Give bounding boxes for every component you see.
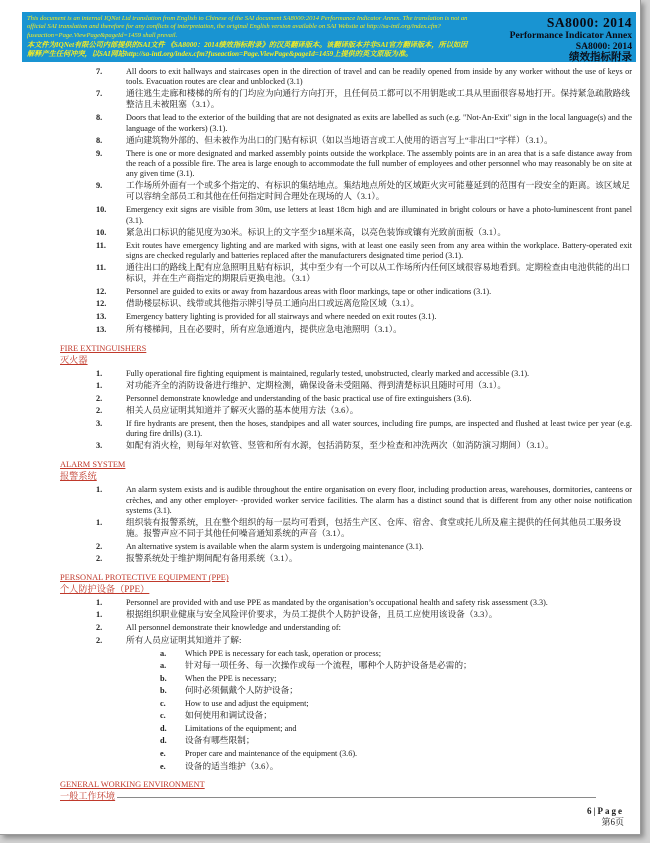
item-text: 通往逃生走廊和楼梯的所有的门均应为向通行方向打开，且任何员工都可以不用钥匙或工具从里面很容易地打开。保持紧急疏散路线整洁且未被阻塞（3.1）。 bbox=[126, 88, 630, 110]
item-text: How to use and adjust the equipment; bbox=[185, 699, 309, 709]
sub-list-item bbox=[0, 749, 640, 759]
item-text: If fire hydrants are present, then the hoses, standpipes and all water sources, including fire pumps, are inspected and flushed at least twice per year (e.g. during fire drills) (3.1). bbox=[126, 419, 632, 439]
list-item bbox=[0, 440, 640, 451]
section-heading-alarm-system-en: ALARM SYSTEM bbox=[60, 460, 126, 470]
item-text: Exit routes have emergency lighting and are marked with signs, with at least one easily seen from any area within the workplace. Battery-operated exit signs are checked regularly and batteries replaced after the manufacturers designated time period (3.1). bbox=[126, 240, 632, 261]
item-text: An alarm system exists and is audible throughout the entire organisation on every floor, including production areas, warehouses, dormitories, canteens or crèches, and any other employer- ‐provided worker service facilities. The alarm has a distinct sound that is different from any other noise notification systems (3.1). bbox=[126, 485, 632, 515]
item-letter: a. bbox=[160, 660, 167, 670]
list-item bbox=[0, 227, 640, 238]
list-item bbox=[0, 380, 640, 391]
item-number: 1. bbox=[96, 380, 103, 390]
footer-divider-line bbox=[117, 797, 596, 798]
item-text: Emergency exit signs are visible from 30m, use letters at least 18cm high and are illuminated in bright colours or have a photo-luminescent front panel (3.1). bbox=[126, 205, 632, 225]
item-number: 1. bbox=[96, 485, 103, 495]
item-text: 报警系统处于维护期间配有备用系统（3.1）。 bbox=[126, 553, 298, 564]
sub-list-item bbox=[0, 724, 640, 734]
item-number: 8. bbox=[96, 135, 103, 145]
item-text: Emergency battery lighting is provided for all stairways and where needed on exit routes (3.1). bbox=[126, 312, 437, 322]
item-text: 相关人员应证明其知道并了解灭火器的基本使用方法（3.6）。 bbox=[126, 405, 359, 416]
item-text: When the PPE is necessary; bbox=[185, 673, 277, 683]
list-item bbox=[0, 88, 640, 110]
item-number: 2. bbox=[96, 623, 103, 633]
item-text: 何时必须佩戴个人防护设备； bbox=[185, 685, 298, 696]
section-heading-ppe-zh: 个人防护设备（PPE） bbox=[60, 584, 150, 595]
doc-title-annex-en: Performance Indicator Annex bbox=[509, 30, 632, 41]
list-item bbox=[0, 609, 640, 620]
item-number: 1. bbox=[96, 518, 103, 528]
item-number: 1. bbox=[96, 610, 103, 620]
disclaimer-english: This document is an internal IQNet Ltd translation from English to Chinese of the SAI document SA8000:2014 Performance Indicator Annex. The translation is not an official SAI translation and therefore for any conflicts of interpretation, the original English version available on SAI Website at http://sa-intl.org/index.cfm?fuseaction=Page.ViewPage&pageId=1459 shall prevail. bbox=[27, 15, 468, 39]
section-heading-alarm-system-zh: 报警系统 bbox=[60, 471, 97, 482]
page-number-zh: 第6页 bbox=[601, 816, 624, 827]
item-text: Personnel are provided with and use PPE as mandated by the organisation’s occupational health and safety risk assessment (3.3). bbox=[126, 598, 548, 608]
item-number: 7. bbox=[96, 89, 103, 99]
page-number-en: 6|Page bbox=[587, 805, 624, 816]
item-number: 10. bbox=[96, 227, 107, 237]
item-letter: e. bbox=[160, 761, 166, 771]
list-item bbox=[0, 113, 640, 133]
doc-title-standard-en: SA8000: 2014 bbox=[546, 15, 632, 30]
document-header bbox=[22, 12, 636, 62]
item-text: Limitations of the equipment; and bbox=[185, 724, 297, 734]
item-number: 8. bbox=[96, 113, 103, 123]
item-text: 通往出口的路线上配有应急照明且贴有标识，其中至少有一个可以从工作场所内任何区域很容易地看到。定期检查由电池供能的出口标识，并在生产商指定的期限后更换电池。（3.1） bbox=[126, 262, 630, 284]
item-number: 1. bbox=[96, 598, 103, 608]
item-text: There is one or more designated and marked assembly points outside the workplace. The assembly points are in an area that is a safe distance away from the reach of a possible fire. The area is large enough to accommodate the full number of employees and other personnel who may reasonably be on site at any given time (3.1). bbox=[126, 148, 632, 179]
list-item bbox=[0, 135, 640, 146]
item-text: All doors to exit hallways and staircases open in the direction of travel and can be readily opened from inside by any worker without the use of keys or tools. Evacuation routes are clear and unblocked (3.1) bbox=[126, 67, 632, 87]
item-text: All personnel demonstrate their knowledge and understanding of: bbox=[126, 623, 341, 633]
doc-title-annex-zh: 绩效指标附录 bbox=[569, 52, 632, 63]
item-text: 通向建筑物外部的、但未被作为出口的门贴有标识（如以当地语言或工人使用的语言写上“非出口”字样）（3.1）。 bbox=[126, 134, 553, 145]
section-heading-fire-extinguishers-zh: 灭火器 bbox=[60, 354, 88, 365]
item-number: 2. bbox=[96, 406, 103, 416]
item-text: Personnel demonstrate knowledge and understanding of the basic practical use of fire extinguishers (3.6). bbox=[126, 393, 472, 403]
section-heading-general-working-environment-en: GENERAL WORKING ENVIRONMENT bbox=[60, 779, 205, 789]
sub-list-item bbox=[0, 685, 640, 696]
list-item bbox=[0, 419, 640, 439]
list-item bbox=[0, 312, 640, 322]
item-number: 10. bbox=[96, 205, 107, 215]
section-heading-general-working-environment-zh: 一般工作环境 bbox=[60, 790, 116, 801]
item-text: An alternative system is available when the alarm system is undergoing maintenance (3.1). bbox=[126, 542, 424, 552]
list-item bbox=[0, 324, 640, 335]
sub-list-item bbox=[0, 761, 640, 772]
page-footer bbox=[0, 806, 640, 828]
item-letter: b. bbox=[160, 686, 167, 696]
list-item bbox=[0, 369, 640, 379]
item-number: 11. bbox=[96, 263, 106, 273]
list-item bbox=[0, 67, 640, 87]
item-text: 借助楼层标识、线带或其他指示牌引导员工通向出口或远离危险区域（3.1）。 bbox=[126, 298, 420, 309]
item-text: 工作场所外面有一个或多个指定的、有标识的集结地点。集结地点所处的区域距火灾可能蔓延到的范围有一段安全的距离。该区域足可以容纳全部员工和其他在任何指定时间合理处在现场的人（3.1）。 bbox=[126, 180, 630, 202]
doc-title-standard-zh: SA8000: 2014 bbox=[575, 41, 632, 52]
item-letter: a. bbox=[160, 648, 167, 658]
item-number: 12. bbox=[96, 299, 107, 309]
item-number: 3. bbox=[96, 441, 103, 451]
item-text: Proper care and maintenance of the equipment (3.6). bbox=[185, 749, 358, 759]
item-text: Fully operational fire fighting equipment is maintained, regularly tested, unobstructed, clearly marked and accessible (3.1). bbox=[126, 368, 530, 378]
list-item bbox=[0, 394, 640, 404]
item-number: 7. bbox=[96, 67, 103, 76]
list-item bbox=[0, 485, 640, 516]
item-text: 所有人员应证明其知道并了解: bbox=[126, 634, 242, 645]
item-number: 9. bbox=[96, 148, 103, 158]
item-number: 2. bbox=[96, 542, 103, 552]
list-item bbox=[0, 517, 640, 539]
item-letter: e. bbox=[160, 749, 166, 759]
item-text: Which PPE is necessary for each task, operation or process; bbox=[185, 648, 381, 658]
item-number: 11. bbox=[96, 240, 106, 250]
item-number: 1. bbox=[96, 368, 103, 378]
list-item bbox=[0, 298, 640, 309]
item-number: 2. bbox=[96, 554, 103, 564]
item-text: 如何使用和调试设备； bbox=[185, 710, 272, 721]
item-letter: d. bbox=[160, 736, 167, 746]
list-item bbox=[0, 241, 640, 261]
document-body bbox=[0, 64, 640, 828]
list-item bbox=[0, 287, 640, 297]
sub-list-item bbox=[0, 699, 640, 709]
list-item bbox=[0, 598, 640, 608]
item-text: 组织装有报警系统，且在整个组织的每一层均可看到，包括生产区、仓库、宿舍、食堂或托儿所及雇主提供的任何其他员工服务设施。报警声应不同于其他任何噪音通知系统的声音（3.1）。 bbox=[126, 517, 622, 539]
item-text: Doors that lead to the exterior of the building that are not designated as exits are labelled as such (e.g. "Not-An-Exit" sign in the local language(s) and the language of the workers) (3.1). bbox=[126, 113, 632, 133]
item-text: 设备有哪些限制； bbox=[185, 735, 255, 746]
item-text: 针对每一项任务、每一次操作或每一个流程，哪种个人防护设备是必需的； bbox=[185, 659, 472, 670]
list-item bbox=[0, 405, 640, 416]
header-disclaimer bbox=[27, 15, 480, 60]
list-item bbox=[0, 542, 640, 552]
item-letter: c. bbox=[160, 711, 166, 721]
section-heading-general-row bbox=[0, 791, 640, 802]
sub-list-item bbox=[0, 735, 640, 746]
item-text: 如配有消火栓，则每年对软管、竖管和所有水源，包括消防泵，至少检查和冲洗两次（如消防演习期间）（3.1）。 bbox=[126, 440, 554, 451]
section-heading-ppe-en: PERSONAL PROTECTIVE EQUIPMENT (PPE) bbox=[60, 573, 229, 583]
item-text: 紧急出口标识的能见度为30米。标识上的文字至少18厘米高，以亮色装饰或镶有光致前面板（3.1）。 bbox=[126, 226, 507, 237]
sub-list-item bbox=[0, 660, 640, 671]
item-number: 2. bbox=[96, 393, 103, 403]
disclaimer-chinese: 本文件为IQNet有限公司内部提供的SAI文件 《SA8000：2014绩效指标附录》的汉英翻译版本。该翻译版本并非SAI官方翻译版本，所以如因解释产生任何冲突，以SAI网站http://sa-intl.org/index.cfm?fuseaction=Page.ViewPage&pageId=1459上提供的英文原版为准。 bbox=[27, 40, 468, 59]
list-item bbox=[0, 205, 640, 225]
item-number: 13. bbox=[96, 324, 107, 334]
sub-list-item bbox=[0, 710, 640, 721]
item-letter: d. bbox=[160, 724, 167, 734]
item-text: 设备的适当维护（3.6）。 bbox=[185, 760, 279, 771]
item-text: 所有楼梯间，且在必要时，所有应急通道内，提供应急电池照明（3.1）。 bbox=[126, 323, 402, 334]
item-number: 3. bbox=[96, 419, 103, 429]
item-number: 2. bbox=[96, 635, 103, 645]
item-number: 12. bbox=[96, 287, 107, 297]
list-item bbox=[0, 180, 640, 202]
header-title-block bbox=[480, 15, 632, 63]
sub-list-item bbox=[0, 674, 640, 684]
item-letter: c. bbox=[160, 699, 166, 709]
item-text: Personnel are guided to exits or away from hazardous areas with floor markings, tape or other indications (3.1). bbox=[126, 287, 492, 297]
list-item bbox=[0, 623, 640, 633]
item-text: 对功能齐全的消防设备进行维护、定期检测，确保设备未受阻隔、得到清楚标识且随时可用（3.1）。 bbox=[126, 379, 507, 390]
list-item bbox=[0, 149, 640, 180]
item-number: 9. bbox=[96, 181, 103, 191]
list-item bbox=[0, 553, 640, 564]
list-item bbox=[0, 635, 640, 646]
sub-list-item bbox=[0, 649, 640, 659]
item-letter: b. bbox=[160, 673, 167, 683]
list-item bbox=[0, 262, 640, 284]
item-number: 13. bbox=[96, 312, 107, 322]
item-text: 根据组织职业健康与安全风险评价要求，为员工提供个人防护设备，且员工应使用该设备（3.3）。 bbox=[126, 609, 498, 620]
section-heading-fire-extinguishers-en: FIRE EXTINGUISHERS bbox=[60, 343, 147, 353]
